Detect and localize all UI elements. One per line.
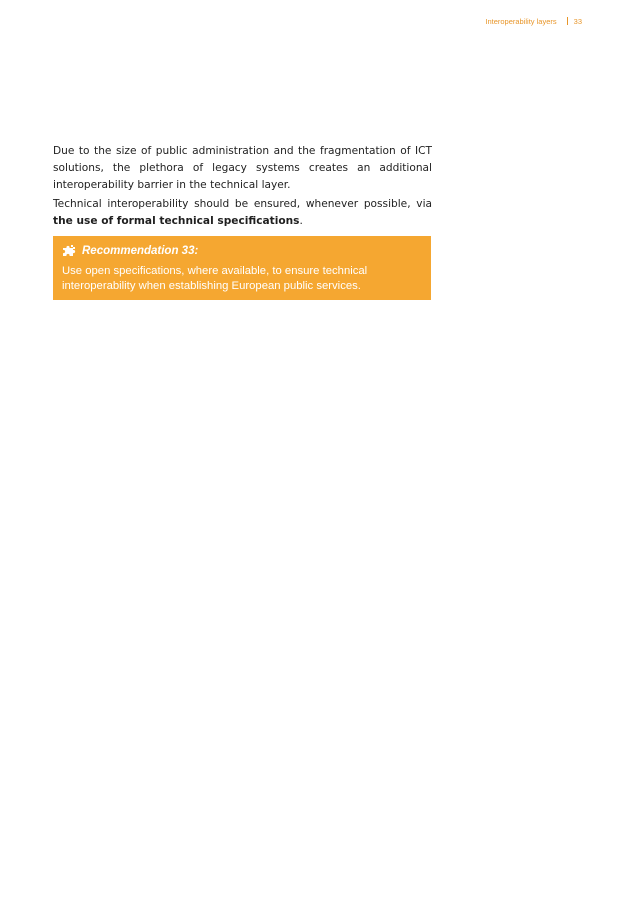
emphasis-formal-specifications: the use of formal technical specifications xyxy=(53,215,300,227)
puzzle-icon xyxy=(62,244,77,257)
recommendation-title: Recommendation 33: xyxy=(82,244,199,257)
header-divider xyxy=(567,17,568,25)
recommendation-box xyxy=(53,236,431,300)
paragraph-technical-interoperability xyxy=(53,196,432,230)
page-number: 33 xyxy=(573,17,582,26)
paragraph-end: . xyxy=(299,215,303,227)
running-header xyxy=(485,17,582,26)
recommendation-text: Use open specifications, where available, to ensure technical interoperability when establishing European public services. xyxy=(62,265,368,292)
paragraph-text: Technical interoperability should be ensured, whenever possible, via xyxy=(53,198,432,210)
section-title: Interoperability layers xyxy=(485,17,557,26)
recommendation-header xyxy=(62,242,422,259)
paragraph-legacy-systems: Due to the size of public administration and the fragmentation of ICT solutions, the plethora of legacy systems creates an additional interoperability barrier in the technical layer. xyxy=(53,145,432,191)
